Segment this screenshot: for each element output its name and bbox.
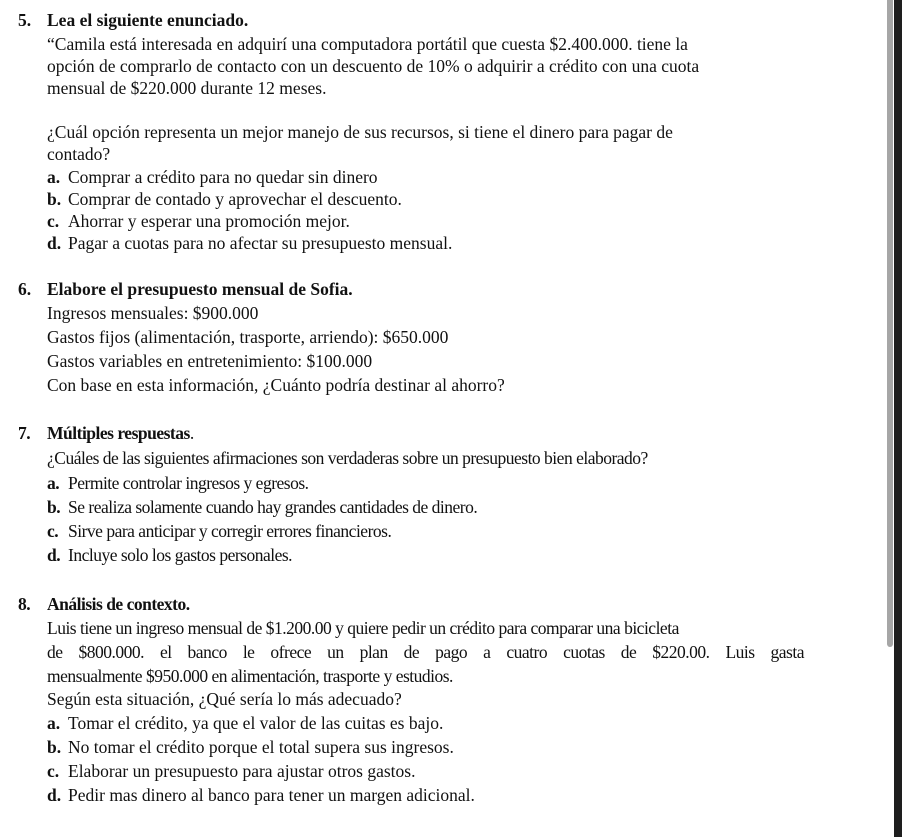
option-a: Comprar a crédito para no quedar sin dinero — [68, 167, 378, 187]
question-number: 5. — [18, 10, 32, 30]
question-prompt: Con base en esta información, ¿Cuánto podría destinar al ahorro? — [47, 375, 505, 395]
option-letter: b. — [47, 737, 62, 757]
option-letter: a. — [47, 167, 61, 187]
option-letter: c. — [47, 211, 60, 231]
option-letter: c. — [47, 761, 60, 781]
question-prompt: contado? — [47, 144, 111, 164]
statement-line: mensual de $220.000 durante 12 meses. — [47, 78, 327, 98]
option-letter: d. — [47, 233, 62, 253]
option-letter: c. — [47, 521, 59, 541]
option-letter: b. — [47, 189, 62, 209]
context-line: mensualmente $950.000 en alimentación, trasporte y estudios. — [47, 666, 453, 686]
option-letter: b. — [47, 497, 61, 517]
option-c: Ahorrar y esperar una promoción mejor. — [68, 211, 350, 231]
question-title-suffix: . — [189, 423, 194, 443]
option-b: Comprar de contado y aprovechar el descuento. — [68, 189, 402, 209]
option-a: Permite controlar ingresos y egresos. — [68, 473, 309, 493]
option-letter: a. — [47, 473, 60, 493]
question-prompt: ¿Cuáles de las siguientes afirmaciones son verdaderas sobre un presupuesto bien elaborado? — [47, 448, 648, 468]
question-number: 8. — [18, 594, 31, 614]
option-b: Se realiza solamente cuando hay grandes cantidades de dinero. — [68, 497, 478, 517]
question-title-text: Múltiples respuestas — [47, 423, 190, 443]
option-c: Elaborar un presupuesto para ajustar otros gastos. — [68, 761, 416, 781]
context-line: de $800.000. el banco le ofrece un plan de pago a cuatro cuotas de $220.00. Luis gasta — [47, 642, 804, 662]
option-c: Sirve para anticipar y corregir errores financieros. — [68, 521, 392, 541]
statement-line: “Camila está interesada en adquirí una computadora portátil que cuesta $2.400.000. tiene la — [47, 34, 688, 54]
option-letter: d. — [47, 545, 61, 565]
option-a: Tomar el crédito, ya que el valor de las cuitas es bajo. — [68, 713, 444, 733]
option-letter: d. — [47, 785, 62, 805]
question-number: 7. — [18, 423, 31, 443]
scrollbar-thumb[interactable] — [887, 0, 893, 647]
fixed-expenses-line: Gastos fijos (alimentación, trasporte, arriendo): $650.000 — [47, 327, 449, 347]
option-b: No tomar el crédito porque el total supera sus ingresos. — [68, 737, 454, 757]
option-d: Pagar a cuotas para no afectar su presupuesto mensual. — [68, 233, 453, 253]
option-d: Pedir mas dinero al banco para tener un margen adicional. — [68, 785, 475, 805]
question-title: Lea el siguiente enunciado. — [47, 10, 249, 30]
question-title: Análisis de contexto. — [47, 594, 190, 614]
question-number: 6. — [18, 279, 32, 299]
income-line: Ingresos mensuales: $900.000 — [47, 303, 259, 323]
option-d: Incluye solo los gastos personales. — [68, 545, 293, 565]
question-prompt: ¿Cuál opción representa un mejor manejo de sus recursos, si tiene el dinero para pagar de — [47, 122, 673, 142]
context-line: Luis tiene un ingreso mensual de $1.200.00 y quiere pedir un crédito para comparar una bicicleta — [47, 618, 679, 638]
statement-line: opción de comprarlo de contacto con un descuento de 10% o adquirir a crédito con una cuota — [47, 56, 700, 76]
question-prompt: Según esta situación, ¿Qué sería lo más adecuado? — [47, 689, 402, 709]
option-letter: a. — [47, 713, 61, 733]
variable-expenses-line: Gastos variables en entretenimiento: $100.000 — [47, 351, 373, 371]
question-title — [47, 422, 194, 444]
question-title: Elabore el presupuesto mensual de Sofia. — [47, 279, 353, 299]
window-edge — [894, 0, 902, 837]
